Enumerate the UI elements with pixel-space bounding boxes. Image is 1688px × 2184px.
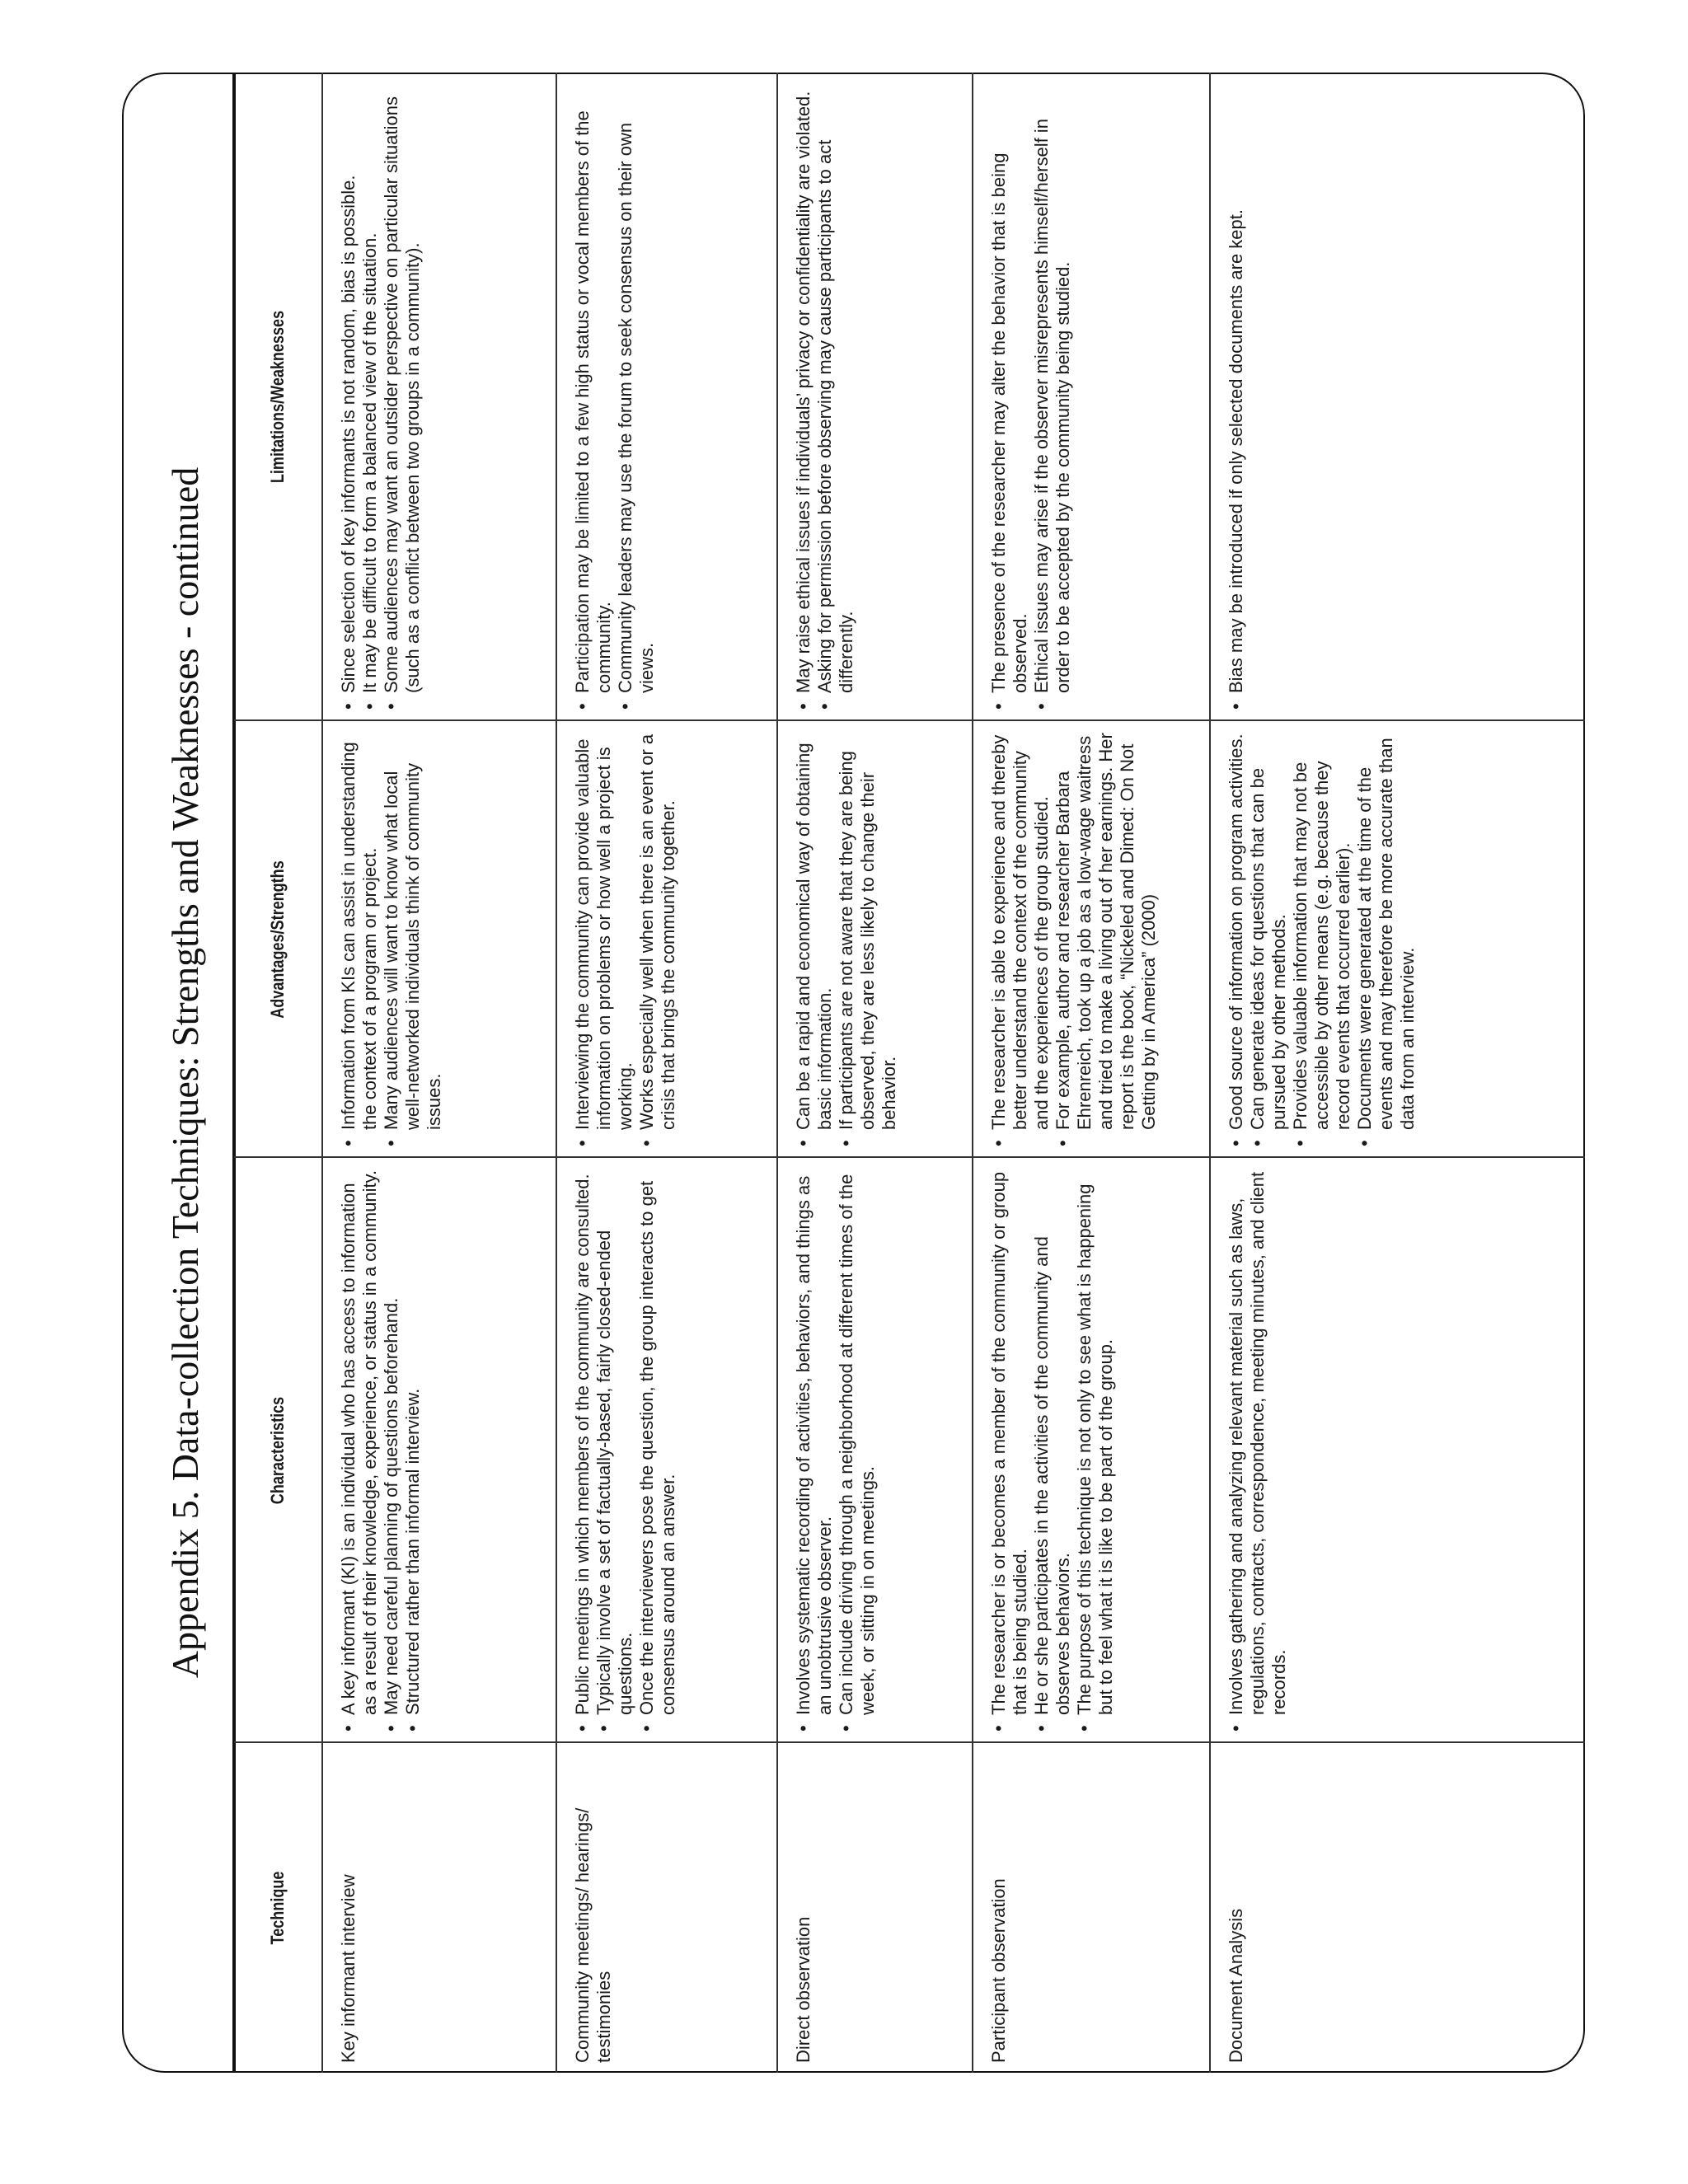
bullet-item: • The researcher is able to experience and thereby better understand the context of the community and the experiences of the group studied. xyxy=(988,731,1053,1148)
bullet-item: • Can be a rapid and economical way of obtaining basic information. xyxy=(793,731,836,1148)
bullet-item: • Some audiences may want an outsider perspective on particular situations (such as a conflict between two groups in a community). xyxy=(381,82,424,711)
cell-characteristics xyxy=(323,1158,557,1743)
bullet-item: • Once the interviewers pose the question, the group interacts to get consensus around an answer. xyxy=(636,1168,679,1733)
limitations-list xyxy=(793,82,857,711)
bullet-item: • Since selection of key informants is not random, bias is possible. xyxy=(338,82,359,711)
technique-name: Community meetings/ hearings/ testimonies xyxy=(572,1807,614,2063)
bullet-item: • Many audiences will want to know what local well-networked individuals think of community issues. xyxy=(381,731,445,1148)
column-header-advantages: Advantages/Strengths xyxy=(267,860,288,1019)
cell-technique xyxy=(323,1743,557,2073)
bullet-item: • Ethical issues may arise if the observer misrepresents himself/herself in order to be accepted by the community being studied. xyxy=(1031,82,1074,711)
limitations-list xyxy=(572,82,658,711)
bullet-item: • Asking for permission before observing may cause participants to act differently. xyxy=(814,82,857,711)
characteristics-list xyxy=(793,1168,879,1733)
bullet-item: • Information from KIs can assist in understanding the context of a program or project. xyxy=(338,731,381,1148)
bullet-item: • Public meetings in which members of the community are consulted. xyxy=(572,1168,593,1733)
bullet-item: • It may be difficult to form a balanced view of the situation. xyxy=(359,82,381,711)
technique-name: Document Analysis xyxy=(1226,1908,1246,2063)
limitations-list xyxy=(338,82,424,711)
characteristics-list xyxy=(988,1168,1117,1733)
cell-advantages xyxy=(973,721,1211,1158)
bullet-item: • Good source of information on program activities. xyxy=(1226,731,1247,1148)
cell-technique xyxy=(973,1743,1211,2073)
bullet-item: • Structured rather than informal interview. xyxy=(402,1168,424,1733)
cell-technique xyxy=(557,1743,778,2073)
column-header-characteristics: Characteristics xyxy=(267,1396,288,1505)
bullet-item: • He or she participates in the activities of the community and observes behaviors. xyxy=(1031,1168,1074,1733)
cell-technique xyxy=(1211,1743,1585,2073)
cell-characteristics xyxy=(557,1158,778,1743)
bullet-item: • Community leaders may use the forum to seek consensus on their own views. xyxy=(615,82,658,711)
column-header-limitations: Limitations/Weaknesses xyxy=(267,310,288,484)
bullet-item: • The purpose of this technique is not only to see what is happening but to feel what it is like to be part of the group. xyxy=(1074,1168,1117,1733)
bullet-item: • Interviewing the community can provide valuable information on problems or how well a project is working. xyxy=(572,731,636,1148)
bullet-item: • Typically involve a set of factually-based, fairly closed-ended questions. xyxy=(593,1168,636,1733)
cell-technique xyxy=(778,1743,973,2073)
cell-limitations xyxy=(1211,73,1585,721)
page xyxy=(122,73,1585,2073)
limitations-list xyxy=(988,82,1074,711)
cell-characteristics xyxy=(778,1158,973,1743)
cell-advantages xyxy=(1211,721,1585,1158)
bullet-item: • The researcher is or becomes a member of the community or group that is being studied. xyxy=(988,1168,1031,1733)
cell-advantages xyxy=(323,721,557,1158)
cell-characteristics xyxy=(973,1158,1211,1743)
bullet-item: • For example, author and researcher Barbara Ehrenreich, took up a job as a low-wage waitress and tried to make a living out of her earnings. Her report is the book, “Nickeled and Dimed: On Not Getting by in America” (2000) xyxy=(1053,731,1160,1148)
bullet-item: • May need careful planning of questions beforehand. xyxy=(381,1168,402,1733)
bullet-item: • Provides valuable information that may not be accessible by other means (e.g. because they record events that occurred earlier). xyxy=(1290,731,1354,1148)
cell-limitations xyxy=(323,73,557,721)
cell-advantages xyxy=(778,721,973,1158)
bullet-item: • Involves gathering and analyzing relevant material such as laws, regulations, contracts, correspondence, meeting minutes, and client records. xyxy=(1226,1168,1290,1733)
bullet-item: • Participation may be limited to a few high status or vocal members of the community. xyxy=(572,82,615,711)
bullet-item: • Can include driving through a neighborhood at different times of the week, or sitting in on meetings. xyxy=(836,1168,879,1733)
limitations-list xyxy=(1226,82,1247,711)
cell-characteristics xyxy=(1211,1158,1585,1743)
bullet-item: • The presence of the researcher may alter the behavior that is being observed. xyxy=(988,82,1031,711)
bullet-item: • Can generate ideas for questions that can be pursued by other methods. xyxy=(1247,731,1290,1148)
bullet-item: • Bias may be introduced if only selected documents are kept. xyxy=(1226,82,1247,711)
page-title: Appendix 5. Data-collection Techniques: Strengths and Weaknesses - continued xyxy=(164,466,206,1679)
bullet-item: • Documents were generated at the time of the events and may therefore be more accurate than data from an interview. xyxy=(1354,731,1418,1148)
characteristics-list xyxy=(572,1168,679,1733)
column-header-technique: Technique xyxy=(267,1871,288,1945)
characteristics-list xyxy=(1226,1168,1290,1733)
advantages-list xyxy=(1226,731,1418,1148)
technique-name: Key informant interview xyxy=(338,1874,359,2063)
technique-name: Direct observation xyxy=(793,1916,814,2063)
bullet-item: • Involves systematic recording of activities, behaviors, and things as an unobtrusive observer. xyxy=(793,1168,836,1733)
cell-limitations xyxy=(973,73,1211,721)
bullet-item: • May raise ethical issues if individuals’ privacy or confidentiality are violated. xyxy=(793,82,814,711)
bullet-item: • If participants are not aware that they are being observed, they are less likely to change their behavior. xyxy=(836,731,900,1148)
advantages-list xyxy=(338,731,445,1148)
cell-advantages xyxy=(557,721,778,1158)
rotated-table-page xyxy=(122,73,1585,2073)
cell-limitations xyxy=(778,73,973,721)
bullet-item: • Works especially well when there is an event or a crisis that brings the community together. xyxy=(636,731,679,1148)
bullet-item: • A key informant (KI) is an individual who has access to information as a result of their knowledge, experience, or status in a community. xyxy=(338,1168,381,1733)
characteristics-list xyxy=(338,1168,424,1733)
cell-limitations xyxy=(557,73,778,721)
technique-name: Participant observation xyxy=(988,1878,1009,2063)
advantages-list xyxy=(793,731,900,1148)
advantages-list xyxy=(988,731,1160,1148)
advantages-list xyxy=(572,731,679,1148)
